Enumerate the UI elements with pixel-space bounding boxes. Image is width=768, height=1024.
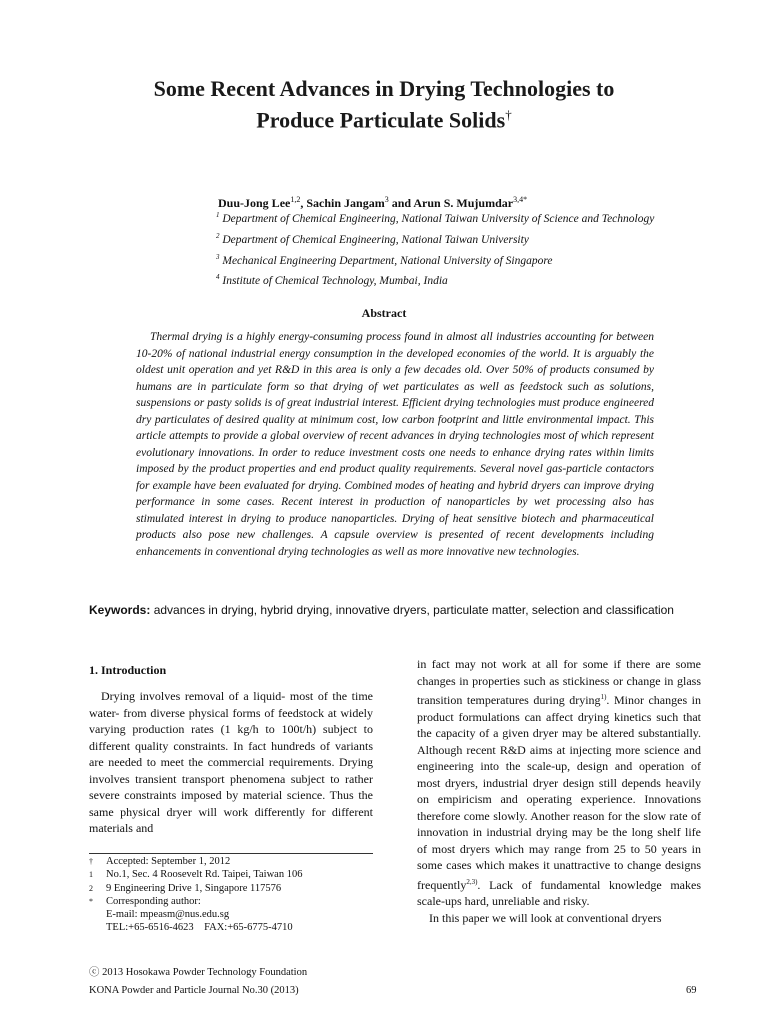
- body-text: . Lack of fundamental knowledge makes scale-ups hard, unreliable and risky.: [417, 877, 701, 908]
- paper-title: [0, 76, 768, 133]
- footnote-item: [89, 855, 302, 868]
- footnote-mark: 2: [89, 883, 93, 893]
- title-line-1: Some Recent Advances in Drying Technologies to: [153, 76, 615, 101]
- footnote-text: Corresponding author:: [106, 895, 201, 907]
- author-separator: and: [388, 196, 414, 210]
- citation-ref: 1): [600, 693, 607, 701]
- right-column: [417, 656, 701, 926]
- footnote-mark: *: [89, 896, 93, 906]
- affiliation-text: Institute of Chemical Technology, Mumbai, India: [219, 275, 448, 288]
- affiliation-item: [216, 269, 654, 290]
- affiliation-item: [216, 249, 654, 270]
- abstract-body: Thermal drying is a highly energy-consuming process found in almost all industries accounting for between 10-20% of national industrial energy consumption in the developed economies of the world. It is arguably the oldest unit operation and yet R&D in this area is only a few decades old. Over 50% of products consumed by humans are in particulate form so that drying of wet particulates as well as feedstock such as solutions, suspensions or pasty solids is of great industrial interest. Efficient drying technologies must produce engineered dry particulates of desired quality at minimum cost, low carbon footprint and little environmental impact. This article attempts to provide a global overview of recent advances in drying technologies most of which represent evolutionary innovations. In order to reduce investment costs one needs to enhance drying rates within limits imposed by the product properties and end product quality requirements. Several novel gas-particle contactors for example have been evaluated for drying. Combined modes of heating and hybrid dryers can improve drying performance in some cases. Recent interest in production of nanoparticles by wet processing also has stimulated interest in drying to produce nanoparticles. Drying of heat sensitive biotech and pharmaceutical products also pose new challenges. A capsule overview is presented of recent developments including enhancements in conventional drying technologies as well as more innovative new technologies.: [136, 331, 654, 558]
- author-affil-mark: 3,4*: [513, 195, 528, 204]
- body-paragraph: [417, 656, 701, 910]
- abstract-heading: Abstract: [361, 306, 407, 320]
- affiliation-text: Department of Chemical Engineering, National Taiwan University of Science and Technology: [219, 212, 655, 225]
- affiliation-mark: 2: [216, 231, 220, 240]
- left-column: [89, 688, 373, 837]
- body-text: in fact may not work at all for some if there are some changes in properties such as stickiness or change in glass transition temperatures during drying: [417, 657, 701, 707]
- author-separator: ,: [300, 196, 307, 210]
- title-line-2: [0, 102, 768, 133]
- footnote-item: [89, 895, 302, 908]
- author-name: Arun S. Mujumdar: [413, 196, 514, 210]
- contact-phone-fax: TEL:+65-6516-4623 FAX:+65-6775-4710: [106, 922, 293, 934]
- affiliation-mark: 1: [216, 211, 220, 219]
- title-line-2-text: Produce Particulate Solids: [256, 107, 506, 133]
- author-affil-mark: 1,2: [290, 195, 301, 204]
- section-heading: 1. Introduction: [89, 663, 167, 677]
- affiliation-mark: 3: [216, 252, 220, 261]
- body-text: . Minor changes in product formulations can affect drying kinetics such that the capacity of a given dryer may be altered substantially. Although recent R&D aims at injecting more science and engineering into the scale-up, design and operation of most dryers, industrial dryer design still depends heavily on empiricism and operating experience. Innovations therefore come slowly. Another reason for the slow rate of innovation in industrial drying may be the long shelf life of most dryers which may range from 25 to 50 years in some cases which makes it unattractive to change designs frequently: [417, 693, 701, 892]
- citation-ref: 2,3): [466, 877, 478, 886]
- body-paragraph: In this paper we will look at conventional dryers: [429, 910, 662, 925]
- author-affil-mark: 3: [384, 195, 389, 204]
- affiliation-mark: 4: [216, 273, 220, 282]
- footnote-text: No.1, Sec. 4 Roosevelt Rd. Taipei, Taiwan 106: [106, 869, 303, 881]
- body-paragraph: Drying involves removal of a liquid- most of the time water- from diverse physical forms of feedstock at widely varying production rates (1 kg/h to 100t/h) subject to different quality constraints. In fact hundreds of variants are needed to meet the commercial requirements. Drying involves transient transport phenomena subject to rather severe constraints imposed by material science. Thus the same physical dryer will work differently for different materials and: [89, 689, 373, 835]
- footnotes: [89, 855, 302, 935]
- contact-email: E-mail: mpeasm@nus.edu.sg: [106, 909, 230, 921]
- footnote-text: Accepted: September 1, 2012: [106, 856, 231, 867]
- footnote-mark: 1: [89, 870, 93, 880]
- footer-journal-name: KONA Powder and Particle Journal No.30 (2013): [89, 985, 299, 996]
- footnote-item: [89, 868, 302, 881]
- affiliation-item: [216, 207, 654, 228]
- footer-copyright: ⓒ 2013 Hosokawa Powder Technology Foundation: [89, 967, 308, 978]
- author-name: Duu-Jong Lee: [218, 196, 291, 210]
- footnote-text: 9 Engineering Drive 1, Singapore 117576: [106, 882, 282, 894]
- affiliation-item: [216, 228, 654, 249]
- footnote-item: [89, 882, 302, 895]
- affiliation-list: [216, 207, 654, 290]
- affiliation-text: Mechanical Engineering Department, National University of Singapore: [219, 254, 553, 267]
- footnote-mark: †: [89, 857, 93, 866]
- footnote-divider: [89, 853, 373, 854]
- title-dagger-mark: †: [505, 107, 512, 122]
- keywords-label: Keywords:: [89, 603, 151, 617]
- author-name: Sachin Jangam: [306, 196, 385, 210]
- keywords-text: advances in drying, hybrid drying, innovative dryers, particulate matter, selection and classification: [150, 603, 674, 617]
- affiliation-text: Department of Chemical Engineering, National Taiwan University: [219, 233, 529, 246]
- keywords-line: [89, 602, 674, 618]
- page-number: 69: [686, 985, 697, 996]
